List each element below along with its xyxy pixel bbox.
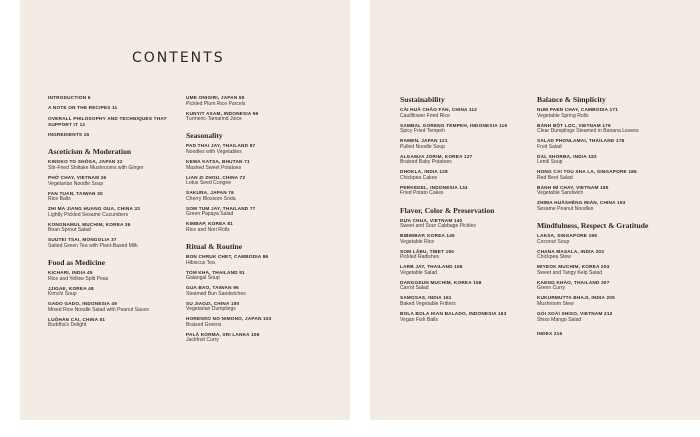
entry-heading: CÀI HUĀ CHĀO FÀN, CHINA 112 [400, 107, 478, 112]
toc-entry [48, 270, 183, 282]
entry-heading: CHANA MASALA, INDIA 203 [537, 248, 605, 254]
entry-heading: SAKURA, JAPAN 76 [186, 190, 234, 196]
entry-heading: KAENG KHAO, THAILAND 207 [537, 279, 610, 285]
entry-heading: HONG CAI TOU SHA LA, SINGAPORE 186 [537, 169, 637, 175]
toc-entry [400, 233, 535, 245]
entry-heading: SAMBAL GORENG TEMPEH, INDONESIA 116 [400, 122, 508, 128]
toc-entry [186, 175, 321, 187]
entry-heading: KEWA KATSA, BHUTAN 71 [186, 159, 250, 164]
entry-heading: DAL SHORBA, INDIA 183 [537, 153, 597, 159]
index-entry: INDEX 216 [537, 330, 563, 336]
toc-entry [186, 254, 321, 266]
entry-heading: SAMOSAS, INDIA 161 [400, 295, 452, 301]
right-page [370, 0, 700, 420]
entry-subtitle: Baked Vegetable Fritters [400, 300, 456, 307]
toc-top-entry: OVERALL PHILOSOPHY AND TECHNIQUES THAT SUPPORT IT 12 [48, 115, 167, 127]
entry-subtitle: Pickled Radishes [400, 254, 440, 261]
entry-heading: GUA BAO, TAIWAN 95 [186, 285, 239, 291]
toc-entry [400, 154, 535, 166]
toc-entry [186, 301, 321, 313]
entry-heading: ALGAMJA JORIM, KOREA 127 [400, 153, 473, 159]
toc-entry [537, 185, 672, 197]
entry-heading: PERKEDEL, INDONESIA 134 [400, 184, 468, 190]
entry-subtitle: Salted Green Tea with Plant-Based Milk [48, 242, 138, 249]
section-title: Mindfulness, Respect & Gratitude [537, 221, 649, 231]
section-title: Seasonality [186, 131, 223, 141]
entry-subtitle: Vegetable Salad [400, 269, 438, 276]
toc-entry [400, 169, 535, 181]
entry-heading: NUM PAEN CHAY, CAMBODIA 171 [537, 107, 619, 112]
toc-top-entry: INTRODUCTION 6 [48, 95, 91, 100]
entry-subtitle: Vegetarian Noodle Soup [48, 180, 104, 187]
entry-heading: GADO GADO, INDONESIA 49 [48, 301, 118, 307]
entry-heading: PHỞ CHAY, VIETNAM 26 [48, 174, 107, 180]
entry-subtitle: Lightly Pickled Sesame Cucumbers [48, 211, 129, 218]
section-title: Ritual & Routine [186, 242, 243, 252]
entry-subtitle: Vegetarian Dumplings [186, 306, 236, 313]
toc-entry [537, 138, 672, 150]
toc-entry [48, 301, 183, 313]
toc-entry [400, 185, 535, 197]
toc-entry [400, 311, 535, 323]
toc-entry [48, 286, 183, 298]
entry-subtitle: Steamed Bun Sandwiches [186, 290, 246, 297]
toc-entry [48, 317, 183, 329]
section-title: Asceticism & Moderation [48, 147, 132, 157]
section-title: Flavor, Color & Preservation [400, 205, 495, 215]
entry-heading: MIYEOK MUCHIM, KOREA 204 [537, 264, 610, 270]
entry-subtitle: Carrot Salad [400, 285, 429, 292]
left-column-2 [186, 95, 321, 347]
entry-heading: BÁNH MÌ CHAY, VIETNAM 190 [537, 184, 609, 190]
entry-subtitle: Cherry Blossom Soda [186, 195, 236, 202]
toc-entry [400, 264, 535, 276]
toc-entry [537, 280, 672, 292]
entry-heading: SU JIAOZI, CHINA 100 [186, 300, 240, 306]
entry-subtitle: Vegan Fish Balls [400, 316, 438, 323]
entry-subtitle: Vegetable Sandwich [537, 190, 584, 197]
entry-subtitle: Coconut Soup [537, 238, 570, 245]
entry-subtitle: Galangal Soup [186, 275, 220, 282]
entry-subtitle: Shiso Mango Salad [537, 316, 582, 323]
entry-subtitle: Spicy Fried Tempeh [400, 128, 445, 135]
entry-subtitle: Hibiscus Tea [186, 259, 215, 266]
entry-heading: RAMEN, JAPAN 121 [400, 138, 448, 144]
entry-subtitle: Jackfruit Curry [186, 337, 219, 344]
toc-entry [48, 175, 183, 187]
toc-entry [400, 138, 535, 150]
left-column-1 [48, 95, 183, 332]
toc-entry [186, 143, 321, 155]
section-title: Sustainability [400, 95, 445, 104]
entry-subtitle: Buddha's Delight [48, 322, 87, 329]
entry-heading: KICHARI, INDIA 45 [48, 270, 93, 276]
toc-entry [537, 249, 672, 261]
entry-heading: GỎI XOÀI SHISO, VIETNAM 212 [537, 310, 613, 316]
toc-top-entry: A NOTE ON THE RECIPES 11 [48, 105, 118, 111]
entry-subtitle: Pulled Noodle Soup [400, 143, 446, 150]
toc-entry [400, 123, 535, 135]
entry-heading: KUKURMUTTA BHAJI, INDIA 209 [537, 295, 615, 301]
entry-heading: KONGNAMUL MUCHIM, KOREA 36 [48, 221, 131, 227]
toc-entry [537, 123, 672, 135]
entry-heading: SOM TUM JAY, THAILAND 77 [186, 205, 256, 211]
toc-entry [537, 169, 672, 181]
toc-entry [48, 206, 183, 218]
entry-heading: ZHIMA HUĀSHĒNG MIÀN, CHINA 193 [537, 200, 626, 206]
entry-heading: DHOKLA, INDIA 128 [400, 169, 448, 175]
toc-entry [537, 154, 672, 166]
toc-entry [400, 249, 535, 261]
entry-subtitle: Mashed Sweet Potatoes [186, 164, 242, 171]
entry-subtitle: Clear Dumplings Steamed in Banana Leaves [537, 128, 639, 135]
section-title: Food as Medicine [48, 258, 105, 268]
entry-subtitle: Mixed Rice Noodle Salad with Peanut Sauce [48, 306, 150, 313]
entry-heading: LIAN ZI ZHOU, CHINA 72 [186, 174, 246, 180]
entry-subtitle: Rice Balls [48, 196, 71, 203]
entry-subtitle: Sweet and Tangy Kelp Salad [537, 269, 603, 276]
toc-entry [400, 280, 535, 292]
entry-heading: KINOKO TO SHŌGA, JAPAN 22 [48, 159, 123, 165]
entry-heading: HORENSO NO NIMONO, JAPAN 103 [186, 316, 272, 322]
toc-entry [186, 190, 321, 202]
toc-entry [186, 159, 321, 171]
toc-entry [400, 107, 535, 119]
right-column-1 [400, 95, 535, 326]
entry-heading: UME ONIGIRI, JAPAN 55 [186, 95, 245, 100]
entry-subtitle: Rice and Yellow Split Peas [48, 275, 109, 282]
entry-subtitle: Cauliflower Fried Rice [400, 112, 450, 119]
entry-subtitle: Fried Potato Cakes [400, 190, 444, 197]
entry-subtitle: Braised Greens [186, 321, 222, 328]
entry-subtitle: Stir-Fried Shiitake Mushrooms with Ginger [48, 165, 144, 172]
toc-entry [48, 191, 183, 203]
toc-entry [186, 95, 321, 107]
toc-entry [537, 311, 672, 323]
toc-entry [537, 200, 672, 212]
toc-entry [186, 285, 321, 297]
section-title: Balance & Simplicity [537, 95, 606, 104]
entry-subtitle: Lentil Soup [537, 159, 563, 166]
entry-subtitle: Braised Baby Potatoes [400, 159, 452, 166]
entry-heading: DANGGEUN MUCHIM, KOREA 158 [400, 279, 482, 285]
entry-subtitle: Chickpea Cakes [400, 174, 438, 181]
entry-subtitle: Sweet and Sour Cabbage Pickles [400, 223, 476, 230]
entry-subtitle: Fruit Salad [537, 143, 562, 150]
contents-title: CONTENTS [132, 50, 225, 66]
entry-subtitle: Pickled Plum Rice Parcels [186, 100, 246, 107]
entry-heading: ZHI MA JIANG HUANG GUA, CHINA 33 [48, 206, 140, 212]
entry-heading: PAD THAI JAY, THAILAND 67 [186, 143, 256, 149]
toc-entry [537, 107, 672, 119]
entry-subtitle: Chickpea Stew [537, 254, 571, 261]
entry-subtitle: Kimchi Soup [48, 291, 77, 298]
entry-subtitle: Mushroom Stew [537, 300, 574, 307]
entry-heading: FAN TUAN, TAIWAN 30 [48, 190, 103, 196]
toc-entry [400, 295, 535, 307]
toc-entry [400, 218, 535, 230]
right-column-2 [537, 95, 672, 341]
entry-heading: LAKSA, SINGAPORE 199 [537, 233, 598, 239]
toc-top-entry: INGREDIENTS 15 [48, 132, 90, 138]
toc-entry [537, 233, 672, 245]
toc-entry [186, 316, 321, 328]
entry-subtitle: Lotus Seed Congee [186, 180, 232, 187]
entry-heading: LARB JAY, THAILAND 155 [400, 264, 463, 270]
toc-entry [186, 206, 321, 218]
entry-subtitle: Vegetable Spring Rolls [537, 112, 589, 119]
entry-heading: BON CHRUK CHET, CAMBODIA 86 [186, 254, 269, 260]
entry-heading: SALAD PHONLAMAI, THAILAND 178 [537, 138, 625, 144]
toc-entry [186, 270, 321, 282]
toc-entry [186, 111, 321, 123]
entry-heading: KIMBAP, KOREA 81 [186, 221, 233, 227]
toc-entry [186, 221, 321, 233]
entry-heading: LUÓHÀN CÀI, CHINA 51 [48, 316, 106, 322]
entry-subtitle: Sesame Peanut Noodles [537, 205, 594, 212]
entry-heading: BIBIMBAP, KOREA 145 [400, 233, 455, 239]
toc-entry [48, 222, 183, 234]
entry-subtitle: Noodles with Vegetables [186, 149, 242, 156]
entry-subtitle: Bean Sprout Salad [48, 227, 91, 234]
entry-heading: BOLA BOLA IKAN BALADO, INDONESIA 163 [400, 310, 507, 316]
entry-heading: TOM KHA, THAILAND 91 [186, 269, 245, 275]
entry-subtitle: Green Papaya Salad [186, 211, 234, 218]
toc-entry [537, 264, 672, 276]
toc-entry [537, 295, 672, 307]
toc-entry [48, 159, 183, 171]
entry-heading: DỰA CHUA, VIETNAM 140 [400, 217, 463, 223]
toc-entry [186, 332, 321, 344]
entry-subtitle: Green Curry [537, 285, 566, 292]
entry-heading: SUUTEI TSAI, MONGOLIA 37 [48, 237, 117, 243]
entry-heading: JJIGAE, KOREA 48 [48, 285, 94, 291]
entry-heading: KUNYIT ASAM, INDONESIA 59 [186, 110, 259, 116]
entry-subtitle: Red Beet Salad [537, 174, 573, 181]
entry-heading: SOM LĀBU, TIBET 150 [400, 248, 455, 254]
entry-subtitle: Turmeric-Tamarind Juice [186, 116, 242, 123]
toc-entry [48, 237, 183, 249]
entry-subtitle: Vegetable Rice [400, 238, 435, 245]
entry-heading: PALĀ KORMA, SRI LANKA 106 [186, 331, 260, 337]
entry-heading: BÁNH BỘT LỌC, VIETNAM 176 [537, 122, 611, 128]
entry-subtitle: Rice and Nori Rolls [186, 226, 230, 233]
left-page [20, 0, 350, 420]
